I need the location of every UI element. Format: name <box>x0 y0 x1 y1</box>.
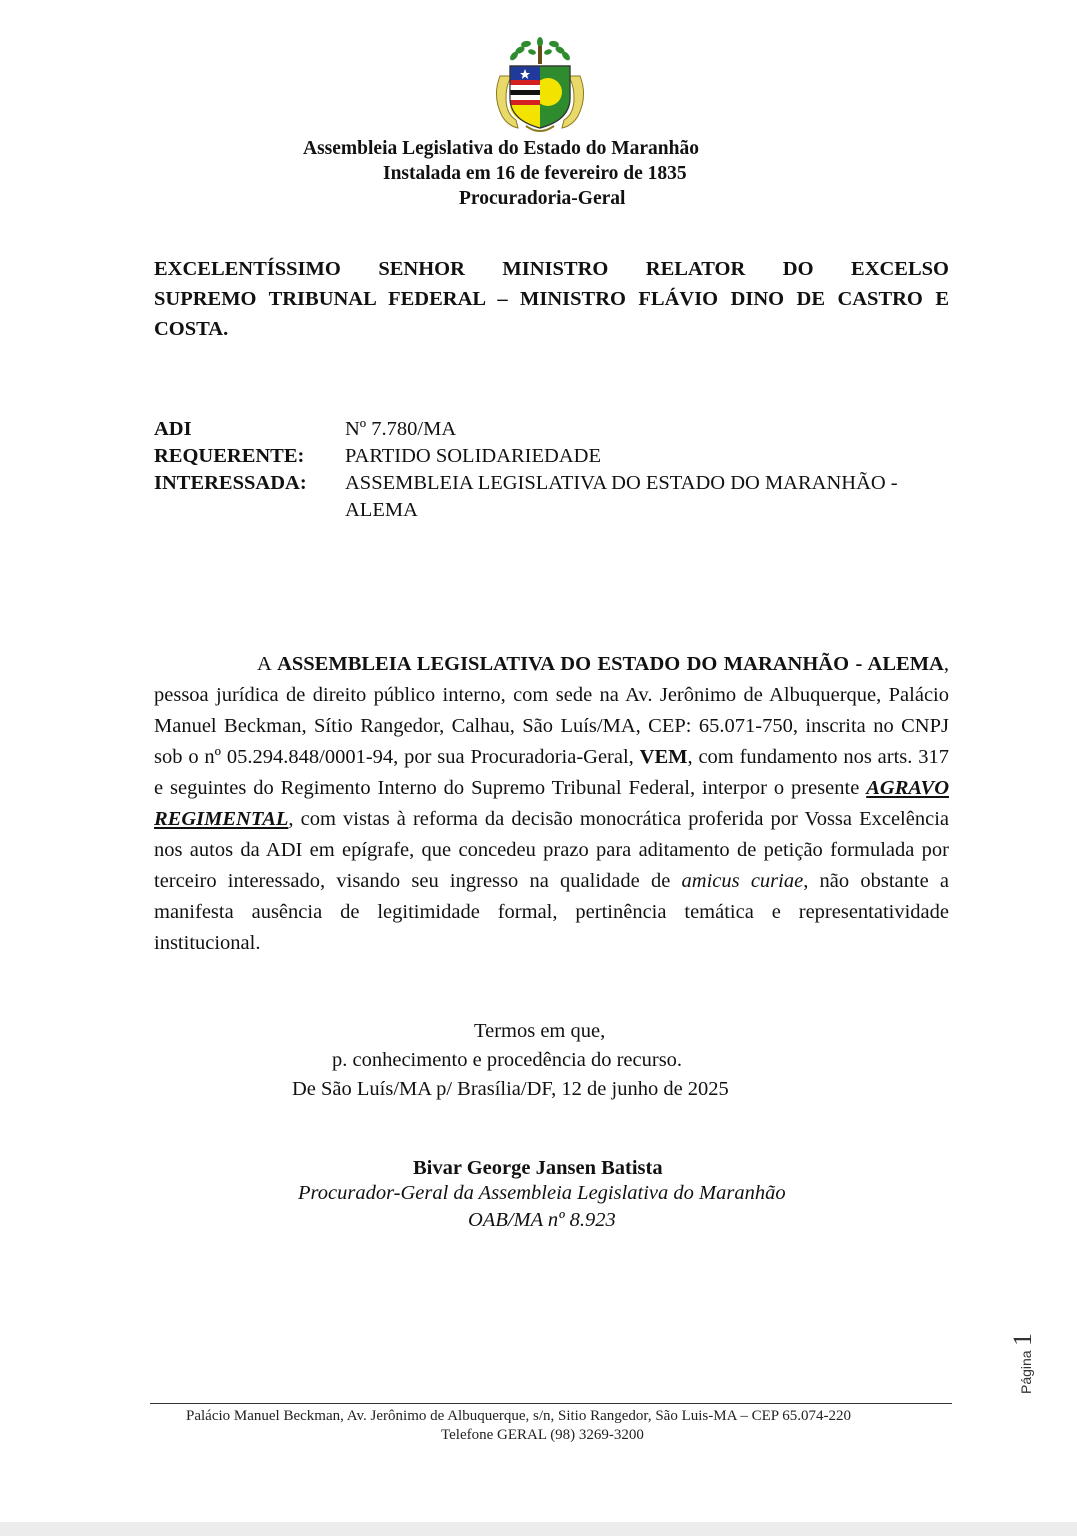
footer-phone: Telefone GERAL (98) 3269-3200 <box>441 1427 644 1443</box>
body-paragraph <box>154 649 949 959</box>
case-label: INTERESSADA: <box>154 472 307 494</box>
body-text: , não obstante a manifesta ausência de legitimidade formal, pertinência temática e representatividade institucional. <box>154 870 950 954</box>
coat-of-arms-emblem <box>490 36 590 136</box>
body-amicus-curiae: amicus curiae <box>681 870 804 892</box>
addressee-block <box>154 254 949 344</box>
closing-date-line: De São Luís/MA p/ Brasília/DF, 12 de junho de 2025 <box>292 1078 729 1100</box>
body-party-name: ASSEMBLEIA LEGISLATIVA DO ESTADO DO MARANHÃO - ALEMA <box>277 653 944 675</box>
case-row-requerente <box>154 443 954 470</box>
body-text: A <box>257 653 278 675</box>
body-text: , com fundamento nos arts. 317 e seguintes do Regimento Interno do Supremo Tribunal Federal, interpor o presente <box>154 746 949 799</box>
footer-divider <box>150 1403 952 1404</box>
addressee-line-1: EXCELENTÍSSIMO SENHOR MINISTRO RELATOR DO EXCELSO <box>154 258 949 280</box>
body-agravo-regimental: AGRAVO REGIMENTAL <box>154 777 949 830</box>
page-number <box>1008 1318 1038 1398</box>
institution-name: Assembleia Legislativa do Estado do Maranhão <box>303 138 699 159</box>
body-vem: VEM <box>639 746 688 768</box>
institution-founded: Instalada em 16 de fevereiro de 1835 <box>383 163 687 184</box>
case-label: REQUERENTE: <box>154 445 305 467</box>
body-text: , pessoa jurídica de direito público interno, com sede na Av. Jerônimo de Albuquerque, Palácio Manuel Beckman, Sítio Rangedor, Calhau, São Luís/MA, CEP: 65.071-750, inscrita no CNPJ sob o nº 05.294.848/0001-94, por sua Procuradoria-Geral, <box>154 653 949 768</box>
footer-address: Palácio Manuel Beckman, Av. Jerônimo de Albuquerque, s/n, Sitio Rangedor, São Luis-MA – CEP 65.074-220 <box>186 1408 852 1424</box>
body-text: , com vistas à reforma da decisão monocrática proferida por Vossa Excelência nos autos da ADI em epígrafe, que concedeu prazo para aditamento de petição formulada por terceiro interessado, visando seu ingresso na qualidade de <box>154 808 949 892</box>
viewer-bottom-strip <box>0 1522 1077 1536</box>
case-info-block <box>154 416 954 524</box>
page-number-word: Página <box>1018 1350 1034 1394</box>
addressee-line-2: SUPREMO TRIBUNAL FEDERAL – MINISTRO FLÁVIO DINO DE CASTRO E <box>154 288 949 310</box>
case-value: Nº 7.780/MA <box>345 418 457 440</box>
closing-line-2: p. conhecimento e procedência do recurso. <box>332 1049 683 1071</box>
closing-line-1: Termos em que, <box>474 1020 606 1042</box>
signatory-title: Procurador-Geral da Assembleia Legislativa do Maranhão <box>298 1182 786 1204</box>
addressee-line-3: COSTA. <box>154 318 229 340</box>
page-number-value: 1 <box>1008 1332 1037 1346</box>
case-value: ASSEMBLEIA LEGISLATIVA DO ESTADO DO MARANHÃO -ALEMA <box>345 472 898 521</box>
case-row-adi <box>154 416 954 443</box>
department-name: Procuradoria-Geral <box>459 188 626 209</box>
case-value: PARTIDO SOLIDARIEDADE <box>345 445 601 467</box>
case-row-interessada <box>154 470 954 524</box>
signatory-name: Bivar George Jansen Batista <box>413 1157 663 1179</box>
case-label: ADI <box>154 418 192 440</box>
signatory-oab: OAB/MA nº 8.923 <box>468 1209 616 1231</box>
